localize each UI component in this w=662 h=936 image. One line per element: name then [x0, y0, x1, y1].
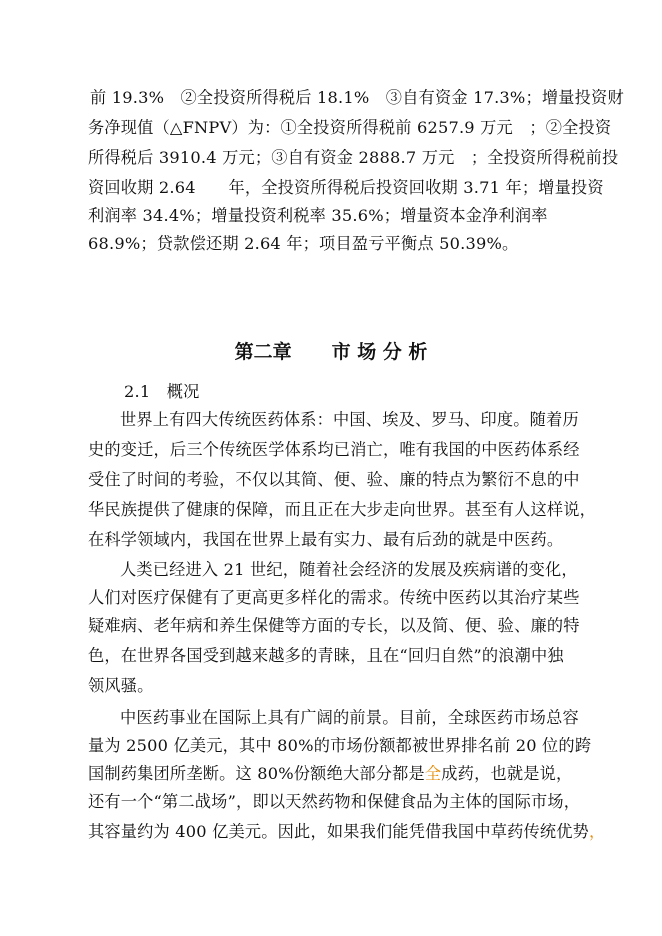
- section-label: 2.1 概况: [124, 382, 200, 401]
- intro-line: 68.9%；贷款偿还期 2.64 年；项目盈亏平衡点 50.39%。: [88, 234, 519, 253]
- intro-line: 所得税后 3910.4 万元；③自有资金 2888.7 万元 ；全投资所得税前投: [88, 148, 619, 167]
- chapter-title: 市 场 分 析: [331, 341, 428, 363]
- paragraph-line: 人类已经进入 21 世纪，随着社会经济的发展及疾病谱的变化，: [120, 560, 578, 579]
- intro-line: 资回收期 2.64 年，全投资所得税后投资回收期 3.71 年；增量投资: [88, 178, 604, 197]
- paragraph-line: 史的变迁，后三个传统医学体系均已消亡，唯有我国的中医药体系经: [88, 440, 580, 459]
- paragraph-line: 疑难病、老年病和养生保健等方面的专长，以及简、便、验、廉的特: [88, 616, 580, 635]
- paragraph-line: 世界上有四大传统医药体系：中国、埃及、罗马、印度。随着历: [120, 410, 579, 429]
- intro-line: 利润率 34.4%；增量投资利税率 35.6%；增量资本金净利润率: [88, 206, 548, 225]
- paragraph-line: [88, 822, 605, 842]
- paragraph-line: 中医药事业在国际上具有广阔的前景。目前，全球医药市场总容: [120, 708, 579, 727]
- paragraph-line: 色，在世界各国受到越来越多的青睐，且在“回归自然”的浪潮中独: [88, 646, 564, 665]
- intro-line: 务净现值（△FNPV）为：①全投资所得税前 6257.9 万元 ；②全投资: [88, 118, 612, 137]
- highlighted-char: 全: [424, 764, 442, 783]
- paragraph-line: 华民族提供了健康的保障，而且正在大步走向世界。甚至有人这样说，: [88, 500, 597, 519]
- paragraph-line: 受住了时间的考验，不仅以其简、便、验、廉的特点为繁衍不息的中: [88, 470, 580, 489]
- chapter-heading: [0, 340, 662, 364]
- highlighted-char: ，: [589, 822, 606, 841]
- paragraph-line: 量为 2500 亿美元，其中 80%的市场份额都被世界排名前 20 位的跨: [88, 736, 592, 755]
- text-segment: 成药，也就是说，: [441, 764, 573, 783]
- paragraph-line: 领风骚。: [88, 676, 154, 695]
- paragraph-line: [88, 764, 572, 784]
- intro-line: 前 19.3% ②全投资所得税后 18.1% ③自有资金 17.3%；增量投资财: [90, 88, 624, 107]
- text-segment: 其容量约为 400 亿美元。因此，如果我们能凭借我国中草药传统优势: [88, 822, 590, 841]
- paragraph-line: 在科学领域内，我国在世界上最有实力、最有后劲的就是中医药。: [88, 530, 564, 549]
- chapter-number: 第二章: [234, 341, 292, 363]
- paragraph-line: 人们对医疗保健有了更高更多样化的需求。传统中医药以其治疗某些: [88, 588, 580, 607]
- text-segment: 国制药集团所垄断。这 80%份额绝大部分都是: [88, 764, 425, 783]
- paragraph-line: 还有一个“第二战场”，即以天然药物和保健食品为主体的国际市场，: [88, 792, 581, 811]
